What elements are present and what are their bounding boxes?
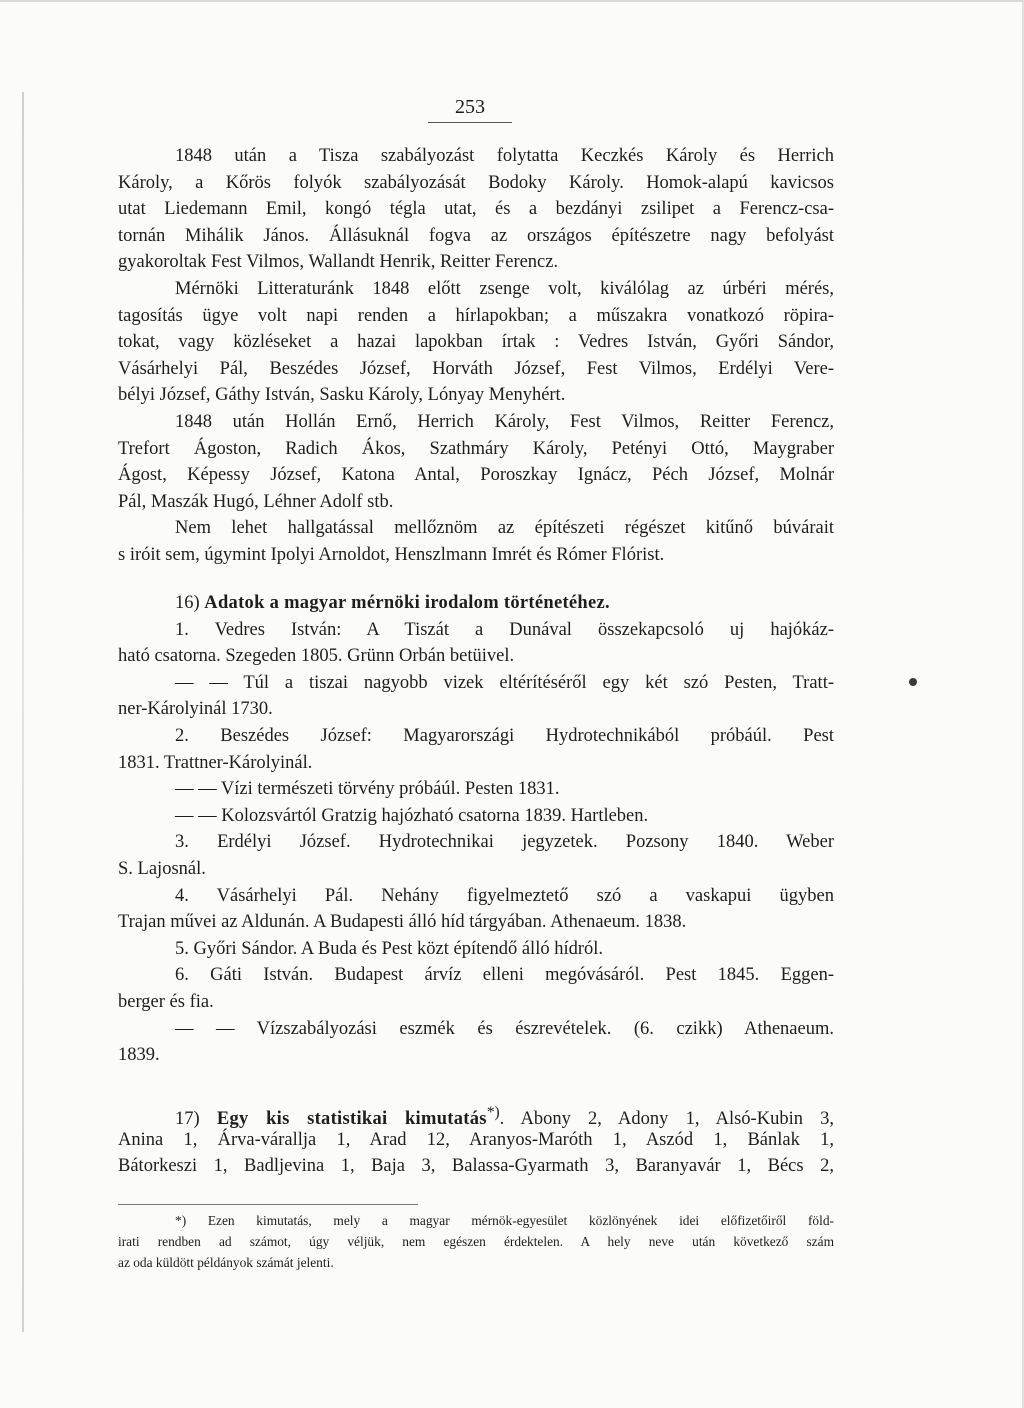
footnote-line: *) Ezen kimutatás, mely a magyar mérnök-egyesület közlönyének idei előfizetőiről föld- bbox=[175, 1213, 834, 1228]
bibliography-line: ner-Károlyinál 1730. bbox=[118, 699, 273, 720]
text-line: 1848 után a Tisza szabályozást folytatta Keczkés Károly és Herrich bbox=[175, 146, 834, 166]
text-line: Bátorkeszi 1, Badljevina 1, Baja 3, Balassa-Gyarmath 3, Baranyavár 1, Bécs 2, bbox=[118, 1156, 834, 1177]
text-line: gyakoroltak Fest Vilmos, Wallandt Henrik, Reitter Ferencz. bbox=[118, 252, 559, 273]
footnote-mark: *) bbox=[486, 1104, 500, 1121]
text-line: Vásárhelyi Pál, Beszédes József, Horváth József, Fest Vilmos, Erdélyi Vere- bbox=[118, 358, 834, 379]
text-line: s iróit sem, úgymint Ipolyi Arnoldot, Henszlmann Imrét és Rómer Flórist. bbox=[118, 544, 665, 565]
bibliography-line: — — Túl a tiszai nagyobb vizek eltérítéséről egy két szó Pesten, Tratt- bbox=[175, 672, 834, 693]
text-line: Anina 1, Árva-várallja 1, Arad 12, Aranyos-Maróth 1, Aszód 1, Bánlak 1, bbox=[118, 1129, 834, 1150]
text-line: utat Liedemann Emil, kongó tégla utat, és a bezdányi zsilipet a Ferencz-csa- bbox=[118, 199, 834, 220]
text-line: Pál, Maszák Hugó, Léhner Adolf stb. bbox=[118, 491, 394, 512]
page-number: 253 bbox=[455, 96, 485, 118]
text-line: Ágost, Képessy József, Katona Antal, Poroszkay Ignácz, Péch József, Molnár bbox=[118, 465, 834, 486]
bibliography-line: 1839. bbox=[118, 1045, 160, 1066]
footnote-line: irati rendben ad számot, úgy véljük, nem egészen érdektelen. A hely neve után következő szám bbox=[118, 1234, 834, 1249]
text-line: tornán Mihálik János. Állásuknál fogva az országos építészetre nagy befolyást bbox=[118, 225, 834, 246]
bibliography-line: 2. Beszédes József: Magyarországi Hydrotechnikából próbáúl. Pest bbox=[175, 725, 834, 746]
bibliography-line: 1831. Trattner-Károlyinál. bbox=[118, 752, 313, 773]
text-line: bélyi József, Gáthy István, Sasku Károly, Lónyay Menyhért. bbox=[118, 385, 566, 406]
section-16-heading bbox=[118, 590, 834, 617]
text-line: tagosítás ügye volt napi renden a hírlapokban; a műszakra vonatkozó röpira- bbox=[118, 305, 834, 326]
bibliography-line: S. Lajosnál. bbox=[118, 858, 206, 879]
text-line: Mérnöki Litteraturánk 1848 előtt zsenge volt, kiválólag az úrbéri mérés, bbox=[175, 278, 834, 299]
bibliography-line: 4. Vásárhelyi Pál. Nehány figyelmeztető szó a vaskapui ügyben bbox=[175, 885, 834, 906]
text-line: tokat, vagy közléseket a hazai lapokban írtak : Vedres István, Győri Sándor, bbox=[118, 332, 834, 353]
footnote-rule bbox=[118, 1204, 418, 1205]
scan-edge-shadow bbox=[22, 92, 24, 1332]
bibliography-line: — — Kolozsvártól Gratzig hajózható csatorna 1839. Hartleben. bbox=[175, 805, 649, 826]
bibliography-line: 6. Gáti István. Budapest árvíz elleni megóvásáról. Pest 1845. Eggen- bbox=[175, 965, 834, 986]
footnote bbox=[118, 1210, 834, 1273]
bibliography-line: 5. Győri Sándor. A Buda és Pest közt építendő álló hídról. bbox=[175, 938, 604, 959]
section-title: Egy kis statistikai kimutatás bbox=[216, 1109, 487, 1130]
footnote-line: az oda küldött példányok számát jelenti. bbox=[118, 1255, 334, 1270]
text-line: Nem lehet hallgatással mellőznöm az építészeti régészet kitűnő búvárait bbox=[175, 518, 834, 539]
bibliography-line: 3. Erdélyi József. Hydrotechnikai jegyzetek. Pozsony 1840. Weber bbox=[175, 832, 834, 853]
bibliography-line: — — Vízi természeti törvény próbáúl. Pesten 1831. bbox=[175, 779, 560, 800]
body-text-top bbox=[118, 143, 834, 569]
text-line: 1848 után Hollán Ernő, Herrich Károly, Fest Vilmos, Reitter Ferencz, bbox=[175, 411, 834, 432]
paragraph-tisza bbox=[118, 143, 834, 276]
bibliography-line: — — Vízszabályozási eszmék és észrevételek. (6. czikk) Athenaeum. bbox=[175, 1018, 834, 1039]
section-17-text: Abony 2, Adony 1, Alsó-Kubin 3, bbox=[520, 1109, 835, 1130]
section-17 bbox=[118, 1100, 834, 1180]
paragraph-after-1848 bbox=[118, 409, 834, 515]
section-17-heading: 17) Egy kis statistikai kimutatás*). Abony 2, Adony 1, Alsó-Kubin 3, bbox=[175, 1104, 835, 1130]
bibliography-line: berger és fia. bbox=[118, 991, 214, 1012]
bibliography-line: ható csatorna. Szegeden 1805. Grünn Orbán betüivel. bbox=[118, 646, 515, 667]
ink-spot bbox=[909, 678, 917, 686]
bibliography-line: 1. Vedres István: A Tiszát a Dunával összekapcsoló uj hajókáz- bbox=[175, 619, 834, 640]
section-title: Adatok a magyar mérnöki irodalom történetéhez. bbox=[204, 593, 610, 613]
text-line: Károly, a Kőrös folyók szabályozását Bodoky Károly. Homok-alapú kavicsos bbox=[118, 172, 834, 193]
section-number: 16) bbox=[175, 593, 200, 613]
paragraph-regeszet bbox=[118, 515, 834, 568]
page-number-rule bbox=[428, 122, 512, 123]
bibliography-line: Trajan művei az Aldunán. A Budapesti álló híd tárgyában. Athenaeum. 1838. bbox=[118, 912, 687, 933]
section-16 bbox=[118, 590, 834, 1069]
text-line: Trefort Ágoston, Radich Ákos, Szathmáry Károly, Petényi Ottó, Maygraber bbox=[118, 438, 834, 459]
section-number: 17) bbox=[175, 1109, 200, 1130]
paragraph-litteratura bbox=[118, 276, 834, 409]
